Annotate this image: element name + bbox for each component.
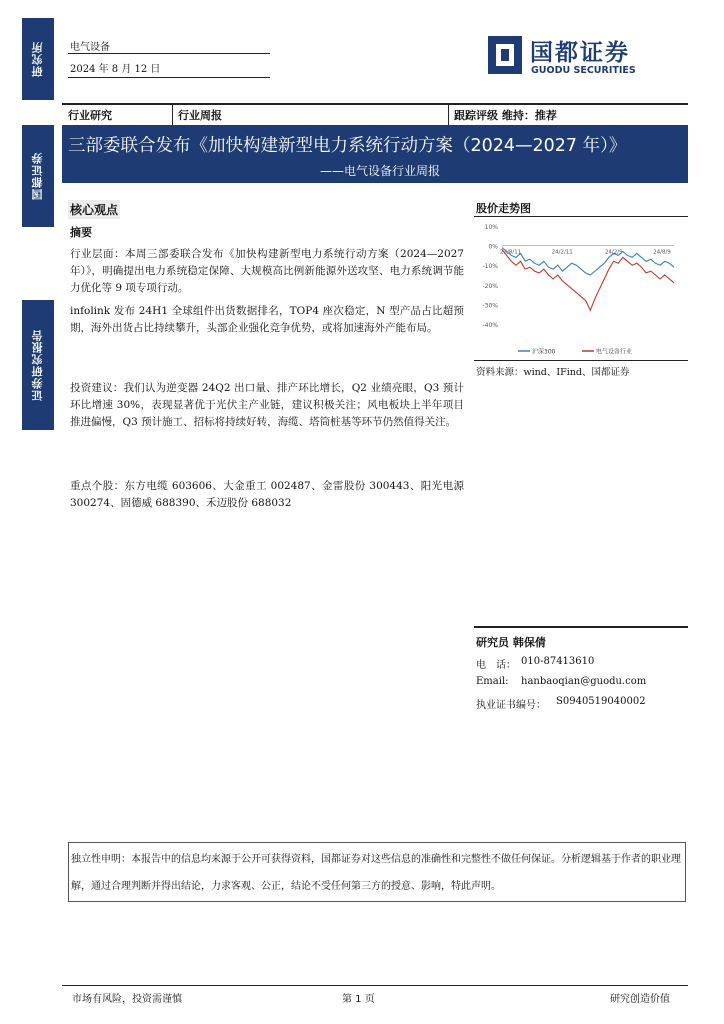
analyst-cert: S0940519040002 — [556, 696, 646, 707]
tag-divider-b — [448, 105, 449, 125]
report-title: 三部委联合发布《加快构建新型电力系统行动方案（2024—2027 年）》 — [68, 136, 627, 156]
analyst-name: 研究员 韩保倩 — [476, 636, 546, 649]
paragraph-industry: 行业层面：本周三部委联合发布《加快构建新型电力系统行动方案（2024—2027 年）》，明确提出电力系统稳定保障、大规模高比例新能源外送攻坚、电力系统调节能力优化等 9 项专项行动。 — [70, 248, 464, 294]
footer-page: 第 1 页 — [342, 994, 375, 1005]
analyst-email-label: Email: — [476, 676, 509, 687]
tag-divider-a — [172, 105, 173, 125]
disclaimer-box: 独立性申明：本报告中的信息均来源于公开可获得资料，国都证券对这些信息的准确性和完整性不做任何保证。分析逻辑基于作者的职业理解，通过合理判断并得出结论，力求客观、公正，结论不受任何第三方的授意、影响，特此声明。 — [68, 842, 686, 902]
title-bar — [62, 125, 688, 183]
logo-cn: 国都证券 — [530, 40, 630, 66]
analyst-line — [474, 626, 688, 628]
tag-weekly: 行业周报 — [178, 109, 222, 122]
footer-slogan: 研究创造价值 — [610, 994, 670, 1005]
y-tick-label: -10% — [482, 263, 498, 271]
x-tick-label: 24/2/9 — [604, 249, 623, 256]
core-view-label: 核心观点 — [68, 200, 120, 219]
y-tick-label: -20% — [482, 282, 498, 290]
chart-bottom-line — [474, 360, 688, 361]
chart-source: 资料来源：wind、IFind、国都证券 — [476, 367, 630, 378]
x-tick-label: 23/8/11 — [499, 249, 522, 256]
paragraph-stocks: 重点个股：东方电缆 603606、大金重工 002487、金雷股份 300443、阳光电源 300274、固德威 688390、禾迈股份 688032 — [70, 480, 464, 509]
header-industry: 电气设备 — [70, 42, 110, 53]
y-tick-label: -30% — [482, 302, 498, 310]
side-label-institute: 研究所 — [22, 18, 54, 100]
footer-risk: 市场有风险，投资需谨慎 — [72, 994, 182, 1005]
legend-label: 电气设备行业 — [596, 348, 633, 356]
header-divider-1 — [68, 53, 270, 54]
analyst-phone-label: 电 话： — [476, 660, 516, 671]
chart-title: 股价走势图 — [476, 202, 531, 215]
footer-line — [62, 985, 688, 986]
tag-industry-research: 行业研究 — [68, 109, 112, 122]
side-label-report: 证券研究报告 — [22, 300, 54, 430]
analyst-email: hanbaoqian@guodu.com — [521, 676, 647, 687]
analyst-phone: 010-87413610 — [521, 656, 595, 667]
company-logo — [486, 30, 686, 82]
chart-title-line — [474, 216, 688, 217]
summary-label: 摘要 — [70, 226, 92, 239]
tag-rating: 跟踪评级 维持：推荐 — [454, 109, 557, 122]
header-divider-2 — [68, 77, 270, 78]
analyst-cert-label: 执业证书编号： — [476, 700, 546, 711]
paragraph-infolink: infolink 发布 24H1 全球组件出货数据排名，TOP4 座次稳定，N 型产品占比超预期，海外出货占比持续攀升，头部企业强化竞争优势，或将加速海外产能布局。 — [70, 305, 464, 334]
tag-row — [62, 104, 688, 124]
logo-en: GUODU SECURITIES — [531, 65, 636, 76]
paragraph-investment: 投资建议：我们认为逆变器 24Q2 出口量、排产环比增长，Q2 业绩亮眼，Q3 预计环比增速 30%，表现显著优于光伏主产业链，建议积极关注；风电板块上半年项目推进偏慢，Q3 预计施工、招标将持续好转，海缆、塔筒桩基等环节仍然值得关注。 — [70, 382, 464, 428]
legend-label: 沪深300 — [532, 348, 556, 356]
x-tick-label: 24/8/9 — [653, 249, 671, 256]
x-tick-label: 24/2/11 — [551, 249, 573, 256]
series-line-hs300 — [499, 248, 674, 275]
y-tick-label: 10% — [484, 224, 498, 231]
y-tick-label: -40% — [482, 322, 498, 329]
y-tick-label: 0% — [488, 243, 498, 251]
side-label-company: 国都证券 — [22, 125, 54, 227]
stock-chart — [474, 218, 688, 358]
series-line-electrical — [499, 249, 674, 311]
header-date: 2024 年 8 月 12 日 — [70, 64, 161, 75]
report-subtitle: ——电气设备行业周报 — [319, 164, 440, 178]
